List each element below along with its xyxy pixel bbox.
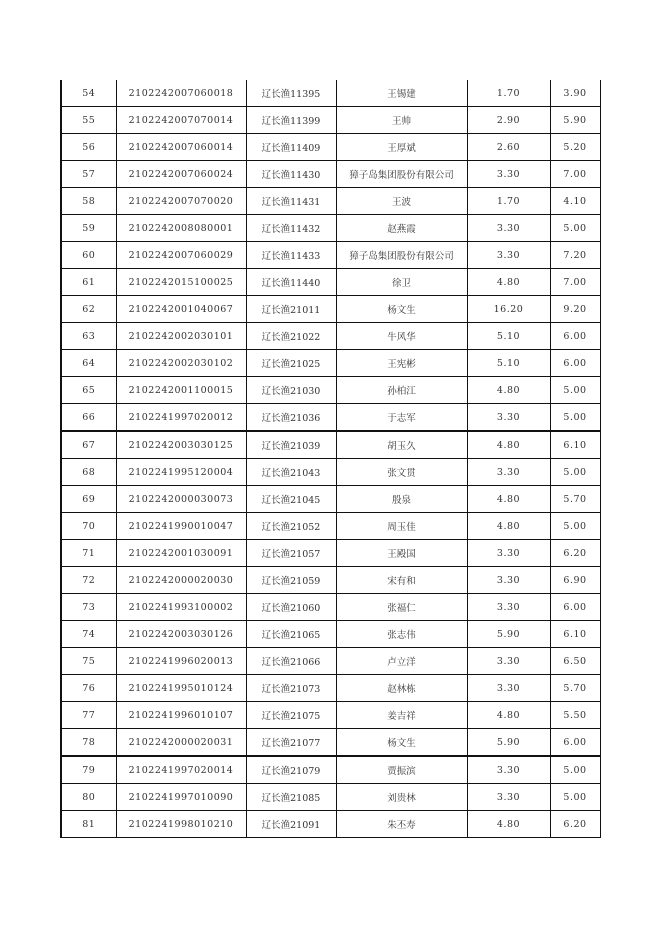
cell-value-1: 16.20: [467, 296, 550, 323]
cell-license-number: 2102242001040067: [116, 296, 246, 323]
cell-vessel-name: 辽长渔21073: [246, 675, 336, 702]
cell-value-2: 5.20: [550, 134, 600, 161]
cell-value-2: 5.00: [550, 756, 600, 784]
cell-vessel-name: 辽长渔21030: [246, 377, 336, 404]
cell-value-1: 3.30: [467, 594, 550, 621]
cell-value-2: 5.00: [550, 513, 600, 540]
cell-owner-name: 王宪彬: [336, 350, 467, 377]
cell-vessel-name: 辽长渔21045: [246, 486, 336, 513]
cell-license-number: 2102242000030073: [116, 486, 246, 513]
cell-vessel-name: 辽长渔21059: [246, 567, 336, 594]
table-row: [61, 215, 600, 242]
cell-row-number: 55: [61, 107, 116, 134]
cell-owner-name: 宋有和: [336, 567, 467, 594]
cell-value-2: 6.50: [550, 648, 600, 675]
cell-license-number: 2102241996020013: [116, 648, 246, 675]
table-row: [61, 756, 600, 784]
cell-license-number: 2102242007060014: [116, 134, 246, 161]
cell-owner-name: 周玉佳: [336, 513, 467, 540]
cell-owner-name: 张志伟: [336, 621, 467, 648]
table-row: [61, 80, 600, 107]
cell-vessel-name: 辽长渔21011: [246, 296, 336, 323]
cell-license-number: 2102241993100002: [116, 594, 246, 621]
cell-row-number: 78: [61, 729, 116, 757]
cell-value-2: 5.70: [550, 675, 600, 702]
cell-license-number: 2102241997020012: [116, 404, 246, 432]
table-row: [61, 161, 600, 188]
cell-value-2: 6.90: [550, 567, 600, 594]
cell-license-number: 2102242003030125: [116, 431, 246, 459]
cell-vessel-name: 辽长渔21060: [246, 594, 336, 621]
table-row: [61, 621, 600, 648]
cell-value-1: 4.80: [467, 377, 550, 404]
cell-license-number: 2102242002030102: [116, 350, 246, 377]
cell-license-number: 2102242015100025: [116, 269, 246, 296]
table-row: [61, 702, 600, 729]
cell-value-2: 6.20: [550, 811, 600, 838]
cell-license-number: 2102242000020030: [116, 567, 246, 594]
cell-row-number: 54: [61, 80, 116, 107]
cell-value-1: 3.30: [467, 540, 550, 567]
cell-value-2: 5.50: [550, 702, 600, 729]
cell-value-2: 3.90: [550, 80, 600, 107]
cell-value-1: 3.30: [467, 567, 550, 594]
cell-value-1: 4.80: [467, 431, 550, 459]
cell-vessel-name: 辽长渔21065: [246, 621, 336, 648]
cell-row-number: 61: [61, 269, 116, 296]
cell-value-2: 5.00: [550, 404, 600, 432]
vessel-table: [60, 80, 601, 838]
table-row: [61, 296, 600, 323]
cell-value-2: 4.10: [550, 188, 600, 215]
cell-owner-name: 卢立洋: [336, 648, 467, 675]
cell-vessel-name: 辽长渔11395: [246, 80, 336, 107]
cell-owner-name: 孙柏江: [336, 377, 467, 404]
cell-owner-name: 胡玉久: [336, 431, 467, 459]
cell-row-number: 66: [61, 404, 116, 432]
table-row: [61, 594, 600, 621]
cell-vessel-name: 辽长渔21057: [246, 540, 336, 567]
cell-owner-name: 獐子岛集团股份有限公司: [336, 242, 467, 269]
cell-value-1: 3.30: [467, 648, 550, 675]
cell-owner-name: 王锡建: [336, 80, 467, 107]
cell-owner-name: 王波: [336, 188, 467, 215]
cell-row-number: 58: [61, 188, 116, 215]
cell-value-1: 3.30: [467, 215, 550, 242]
cell-row-number: 73: [61, 594, 116, 621]
cell-owner-name: 獐子岛集团股份有限公司: [336, 161, 467, 188]
cell-license-number: 2102242003030126: [116, 621, 246, 648]
cell-row-number: 56: [61, 134, 116, 161]
cell-owner-name: 王厚斌: [336, 134, 467, 161]
cell-row-number: 77: [61, 702, 116, 729]
cell-license-number: 2102242007060018: [116, 80, 246, 107]
cell-owner-name: 杨文生: [336, 296, 467, 323]
table-row: [61, 350, 600, 377]
table-row: [61, 784, 600, 811]
cell-license-number: 2102241995120004: [116, 459, 246, 486]
cell-owner-name: 张福仁: [336, 594, 467, 621]
cell-value-1: 2.90: [467, 107, 550, 134]
cell-license-number: 2102241996010107: [116, 702, 246, 729]
cell-vessel-name: 辽长渔11430: [246, 161, 336, 188]
cell-license-number: 2102241997020014: [116, 756, 246, 784]
cell-value-2: 5.00: [550, 215, 600, 242]
cell-owner-name: 姜吉祥: [336, 702, 467, 729]
cell-value-1: 4.80: [467, 811, 550, 838]
cell-vessel-name: 辽长渔11431: [246, 188, 336, 215]
cell-row-number: 57: [61, 161, 116, 188]
table-row: [61, 242, 600, 269]
cell-owner-name: 张文贯: [336, 459, 467, 486]
cell-value-1: 3.30: [467, 459, 550, 486]
cell-owner-name: 于志军: [336, 404, 467, 432]
table-row: [61, 459, 600, 486]
cell-vessel-name: 辽长渔11440: [246, 269, 336, 296]
cell-value-1: 2.60: [467, 134, 550, 161]
cell-row-number: 70: [61, 513, 116, 540]
cell-license-number: 2102242008080001: [116, 215, 246, 242]
cell-owner-name: 殷泉: [336, 486, 467, 513]
cell-owner-name: 朱丕寿: [336, 811, 467, 838]
cell-value-2: 7.00: [550, 161, 600, 188]
cell-license-number: 2102242001030091: [116, 540, 246, 567]
cell-license-number: 2102242007070014: [116, 107, 246, 134]
cell-vessel-name: 辽长渔21085: [246, 784, 336, 811]
cell-row-number: 69: [61, 486, 116, 513]
table-row: [61, 513, 600, 540]
table-row: [61, 323, 600, 350]
cell-owner-name: 牛风华: [336, 323, 467, 350]
cell-value-1: 3.30: [467, 404, 550, 432]
cell-row-number: 71: [61, 540, 116, 567]
cell-value-1: 4.80: [467, 486, 550, 513]
cell-vessel-name: 辽长渔21075: [246, 702, 336, 729]
cell-owner-name: 徐卫: [336, 269, 467, 296]
cell-owner-name: 王殿国: [336, 540, 467, 567]
table-row: [61, 729, 600, 757]
cell-row-number: 75: [61, 648, 116, 675]
table-row: [61, 648, 600, 675]
cell-owner-name: 赵燕霞: [336, 215, 467, 242]
cell-value-2: 6.00: [550, 323, 600, 350]
cell-value-1: 4.80: [467, 513, 550, 540]
cell-vessel-name: 辽长渔21039: [246, 431, 336, 459]
cell-row-number: 67: [61, 431, 116, 459]
cell-vessel-name: 辽长渔11399: [246, 107, 336, 134]
cell-row-number: 59: [61, 215, 116, 242]
cell-license-number: 2102241995010124: [116, 675, 246, 702]
table-row: [61, 486, 600, 513]
cell-value-2: 5.70: [550, 486, 600, 513]
cell-value-2: 5.90: [550, 107, 600, 134]
cell-vessel-name: 辽长渔21036: [246, 404, 336, 432]
cell-value-2: 5.00: [550, 459, 600, 486]
cell-value-2: 9.20: [550, 296, 600, 323]
cell-vessel-name: 辽长渔21066: [246, 648, 336, 675]
cell-vessel-name: 辽长渔21043: [246, 459, 336, 486]
cell-value-1: 4.80: [467, 269, 550, 296]
cell-value-2: 5.00: [550, 784, 600, 811]
cell-vessel-name: 辽长渔21052: [246, 513, 336, 540]
cell-license-number: 2102242000020031: [116, 729, 246, 757]
cell-value-2: 6.00: [550, 350, 600, 377]
cell-value-2: 5.00: [550, 377, 600, 404]
cell-row-number: 74: [61, 621, 116, 648]
table-row: [61, 431, 600, 459]
cell-value-1: 1.70: [467, 188, 550, 215]
cell-value-2: 6.00: [550, 594, 600, 621]
cell-row-number: 80: [61, 784, 116, 811]
cell-license-number: 2102241998010210: [116, 811, 246, 838]
cell-row-number: 64: [61, 350, 116, 377]
table-row: [61, 540, 600, 567]
cell-value-1: 5.10: [467, 350, 550, 377]
table-row: [61, 567, 600, 594]
table-row: [61, 675, 600, 702]
cell-row-number: 76: [61, 675, 116, 702]
cell-owner-name: 王帅: [336, 107, 467, 134]
table-row: [61, 811, 600, 838]
cell-owner-name: 赵林栋: [336, 675, 467, 702]
cell-row-number: 72: [61, 567, 116, 594]
cell-vessel-name: 辽长渔21022: [246, 323, 336, 350]
cell-license-number: 2102241990010047: [116, 513, 246, 540]
cell-row-number: 68: [61, 459, 116, 486]
cell-vessel-name: 辽长渔11432: [246, 215, 336, 242]
cell-value-1: 1.70: [467, 80, 550, 107]
cell-value-1: 3.30: [467, 242, 550, 269]
cell-value-1: 4.80: [467, 702, 550, 729]
cell-value-1: 3.30: [467, 756, 550, 784]
cell-value-2: 7.00: [550, 269, 600, 296]
cell-value-2: 7.20: [550, 242, 600, 269]
cell-row-number: 79: [61, 756, 116, 784]
cell-row-number: 65: [61, 377, 116, 404]
cell-vessel-name: 辽长渔21079: [246, 756, 336, 784]
cell-value-1: 5.90: [467, 729, 550, 757]
cell-vessel-name: 辽长渔11433: [246, 242, 336, 269]
cell-value-2: 6.00: [550, 729, 600, 757]
cell-license-number: 2102242001100015: [116, 377, 246, 404]
cell-license-number: 2102242007060029: [116, 242, 246, 269]
cell-value-2: 6.10: [550, 621, 600, 648]
table-row: [61, 404, 600, 432]
table-row: [61, 188, 600, 215]
table-row: [61, 107, 600, 134]
table-row: [61, 269, 600, 296]
cell-value-1: 3.30: [467, 784, 550, 811]
table-body: [61, 80, 600, 838]
cell-owner-name: 杨文生: [336, 729, 467, 757]
cell-value-1: 5.10: [467, 323, 550, 350]
cell-value-1: 5.90: [467, 621, 550, 648]
cell-value-1: 3.30: [467, 675, 550, 702]
cell-row-number: 62: [61, 296, 116, 323]
cell-license-number: 2102241997010090: [116, 784, 246, 811]
cell-vessel-name: 辽长渔21025: [246, 350, 336, 377]
cell-row-number: 60: [61, 242, 116, 269]
cell-license-number: 2102242002030101: [116, 323, 246, 350]
table-row: [61, 377, 600, 404]
cell-value-1: 3.30: [467, 161, 550, 188]
cell-vessel-name: 辽长渔11409: [246, 134, 336, 161]
table-row: [61, 134, 600, 161]
cell-owner-name: 贾振滨: [336, 756, 467, 784]
cell-license-number: 2102242007060024: [116, 161, 246, 188]
cell-row-number: 81: [61, 811, 116, 838]
cell-license-number: 2102242007070020: [116, 188, 246, 215]
cell-vessel-name: 辽长渔21091: [246, 811, 336, 838]
cell-value-2: 6.10: [550, 431, 600, 459]
cell-value-2: 6.20: [550, 540, 600, 567]
cell-owner-name: 刘贵林: [336, 784, 467, 811]
cell-vessel-name: 辽长渔21077: [246, 729, 336, 757]
cell-row-number: 63: [61, 323, 116, 350]
